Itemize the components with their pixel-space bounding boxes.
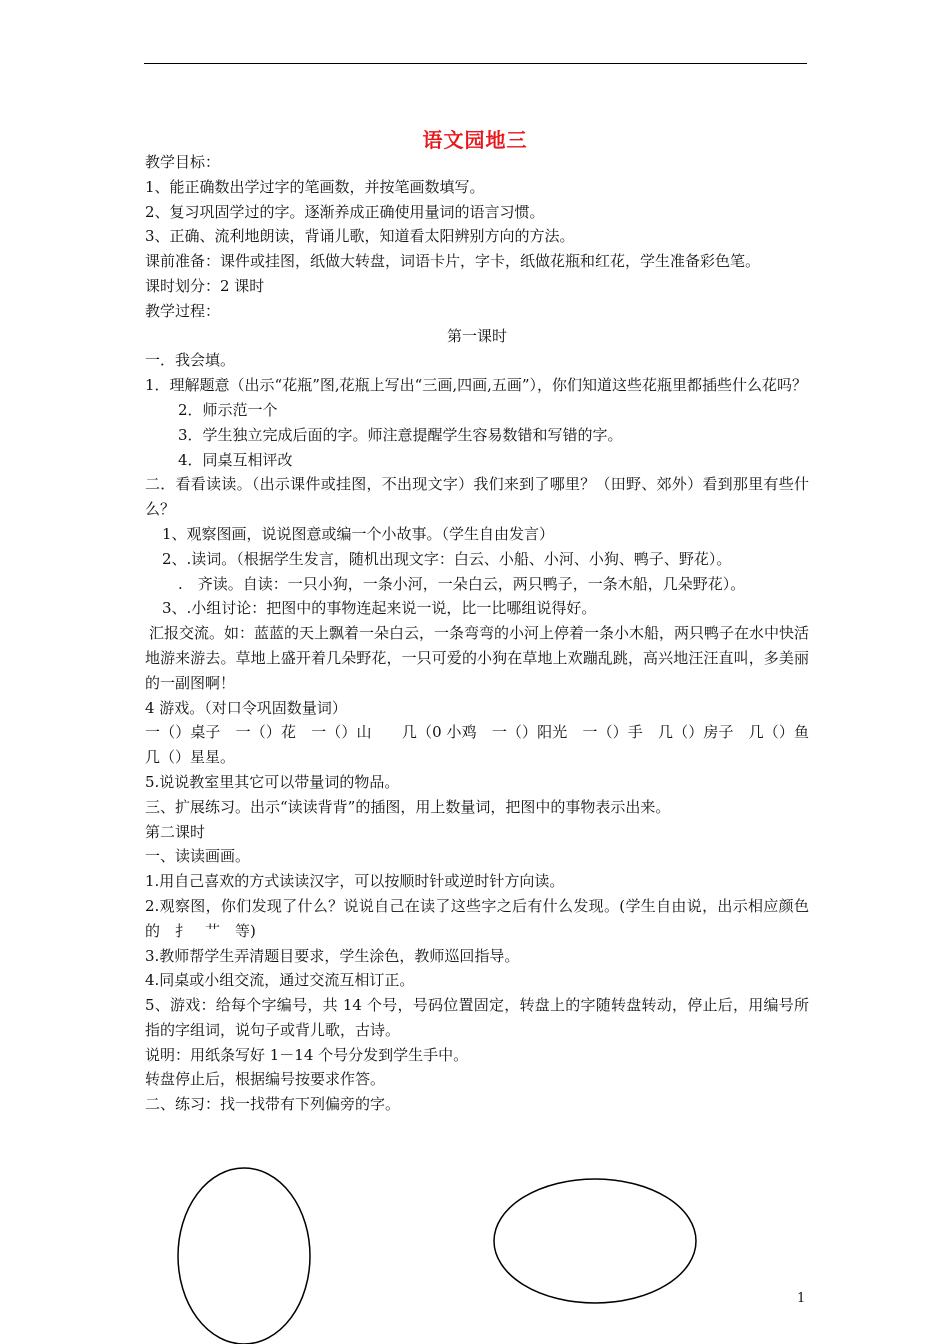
text-line: 教学过程：: [145, 301, 221, 320]
text-paragraph: 1．理解题意（出示“花瓶”图,花瓶上写出“三画,四画,五画”），你们知道这些花瓶里都插些什么花吗？: [145, 376, 808, 395]
text-line: 1、观察图画，说说图意或编一个小故事。（学生自由发言）: [162, 524, 555, 543]
text-line: 1.用自己喜欢的方式读读汉字，可以按顺时针或逆时针方向读。: [145, 872, 565, 891]
text-line: 课前准备：课件或挂图，纸做大转盘，词语卡片，字卡，纸做花瓶和红花，学生准备彩色笔。: [145, 252, 761, 271]
oval-left: [178, 1168, 310, 1344]
text-line: 2、.读词。（根据学生发言，随机出现文字：白云、小船、小河、小狗、鸭子、野花）。: [162, 549, 732, 568]
text-line: 4．同桌互相评改: [178, 450, 293, 469]
text-paragraph: 2.观察图，你们发现了什么？说说自己在读了这些字之后有什么发现。(学生自由说，出示相应颜色的 扌 艹 等): [145, 896, 809, 940]
text-line: 2．师示范一个: [178, 400, 278, 419]
text-line: 5.说说教室里其它可以带量词的物品。: [145, 772, 400, 791]
text-line: 4 游戏。（对口令巩固数量词）: [145, 698, 347, 717]
text-line: . 齐读。自读：一只小狗，一条小河，一朵白云，两只鸭子，一条木船，几朵野花）。: [178, 574, 746, 593]
oval-right: [494, 1179, 696, 1303]
text-line: 3、正确、流利地朗读，背诵儿歌，知道看太阳辨别方向的方法。: [145, 227, 575, 246]
text-line: 转盘停止后，根据编号按要求作答。: [145, 1070, 386, 1089]
section-heading: 第一课时: [446, 326, 507, 345]
text-paragraph: 一（）桌子 一（）花 一（）山 几（0 小鸡 一（）阳光 一（）手 几（）房子 几（）鱼 几（）星星。: [145, 723, 825, 767]
page-title: 语文园地三: [422, 128, 528, 152]
text-paragraph: 汇报交流。如：蓝蓝的天上飘着一朵白云，一条弯弯的小河上停着一条小木船，两只鸭子在水中快活地游来游去。草地上盛开着几朵野花，一只可爱的小狗在草地上欢蹦乱跳，高兴地汪汪直叫，多美丽的一副图啊！: [145, 624, 810, 692]
text-line: 二、练习：找一找带有下列偏旁的字。: [145, 1095, 401, 1114]
page-number: 1: [797, 1291, 806, 1306]
text-line: 3、.小组讨论：把图中的事物连起来说一说，比一比哪组说得好。: [162, 599, 597, 618]
text-line: 说明：用纸条写好 1－14 个号分发到学生手中。: [145, 1045, 469, 1064]
text-paragraph: 5、游戏：给每个字编号，共 14 个号，号码位置固定，转盘上的字随转盘转动，停止后，用编号所指的字组词，说句子或背儿歌，古诗。: [145, 996, 809, 1039]
text-paragraph: 二．看看读读。（出示课件或挂图，不出现文字）我们来到了哪里？（田野、郊外）看到那里有些什么？: [145, 475, 809, 519]
text-line: 课时划分：2 课时: [145, 276, 265, 295]
text-line: 一、读读画画。: [145, 847, 251, 866]
text-line: 一．我会填。: [145, 351, 236, 370]
text-line: 1、能正确数出学过字的笔画数，并按笔画数填写。: [145, 177, 485, 196]
text-line: 三、扩展练习。出示“读读背背”的插图，用上数量词，把图中的事物表示出来。: [145, 797, 671, 816]
text-line: 3.教师帮学生弄清题目要求，学生涂色，教师巡回指导。: [145, 946, 520, 965]
text-line: 2、复习巩固学过的字。逐渐养成正确使用量词的语言习惯。: [145, 202, 545, 221]
text-line: 教学目标：: [145, 153, 221, 171]
section-heading: 第二课时: [145, 822, 206, 841]
text-line: 3．学生独立完成后面的字。师注意提醒学生容易数错和写错的字。: [178, 425, 623, 444]
text-line: 4.同桌或小组交流，通过交流互相订正。: [145, 971, 415, 990]
